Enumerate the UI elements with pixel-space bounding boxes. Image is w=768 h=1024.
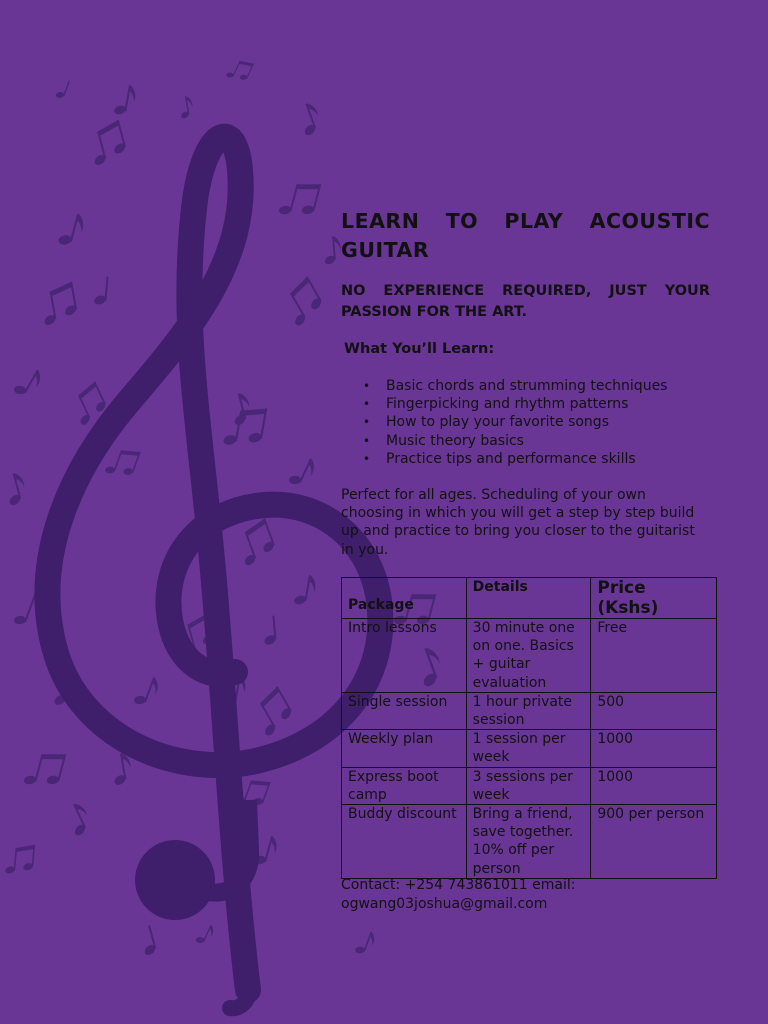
flyer-subtitle: NO EXPERIENCE REQUIRED, JUST YOUR PASSION FOR THE ART. <box>341 283 710 320</box>
table-row <box>342 692 717 729</box>
contact-info: Contact: +254 743861011 email: ogwang03joshua@gmail.com <box>341 877 576 912</box>
cell-details: 1 session per week <box>466 730 591 767</box>
cell-price: 500 <box>591 692 717 729</box>
cell-package: Single session <box>342 692 467 729</box>
table-row <box>342 730 717 767</box>
header-details: Details <box>466 578 591 619</box>
list-item: • Fingerpicking and rhythm patterns <box>363 395 723 413</box>
cell-details: Bring a friend, save together. 10% off per person <box>466 805 591 879</box>
cell-price: 1000 <box>591 767 717 804</box>
cell-price: 900 per person <box>591 805 717 879</box>
cell-package: Express boot camp <box>342 767 467 804</box>
cell-package: Intro lessons <box>342 619 467 693</box>
description: Perfect for all ages. Scheduling of your own choosing in which you will get a step by step build up and practice to bring you closer to the guitarist in you. <box>341 487 695 558</box>
cell-details: 30 minute one on one. Basics + guitar evaluation <box>466 619 591 693</box>
list-item: • Practice tips and performance skills <box>363 450 723 468</box>
list-item: • Basic chords and strumming techniques <box>363 377 723 395</box>
flyer-title: LEARN TO PLAY ACOUSTIC GUITAR <box>341 209 710 262</box>
learn-heading: What You’ll Learn: <box>344 341 495 357</box>
cell-package: Weekly plan <box>342 730 467 767</box>
list-item: • Music theory basics <box>363 432 723 450</box>
cell-details: 3 sessions per week <box>466 767 591 804</box>
list-item: • How to play your favorite songs <box>363 413 723 431</box>
cell-details: 1 hour private session <box>466 692 591 729</box>
pricing-table <box>341 577 717 879</box>
table-row <box>342 619 717 693</box>
header-package: Package <box>342 578 467 619</box>
learn-list <box>363 377 723 468</box>
cell-price: 1000 <box>591 730 717 767</box>
table-row <box>342 805 717 879</box>
cell-package: Buddy discount <box>342 805 467 879</box>
header-price: Price (Kshs) <box>591 578 717 619</box>
table-row <box>342 767 717 804</box>
table-header-row <box>342 578 717 619</box>
cell-price: Free <box>591 619 717 693</box>
